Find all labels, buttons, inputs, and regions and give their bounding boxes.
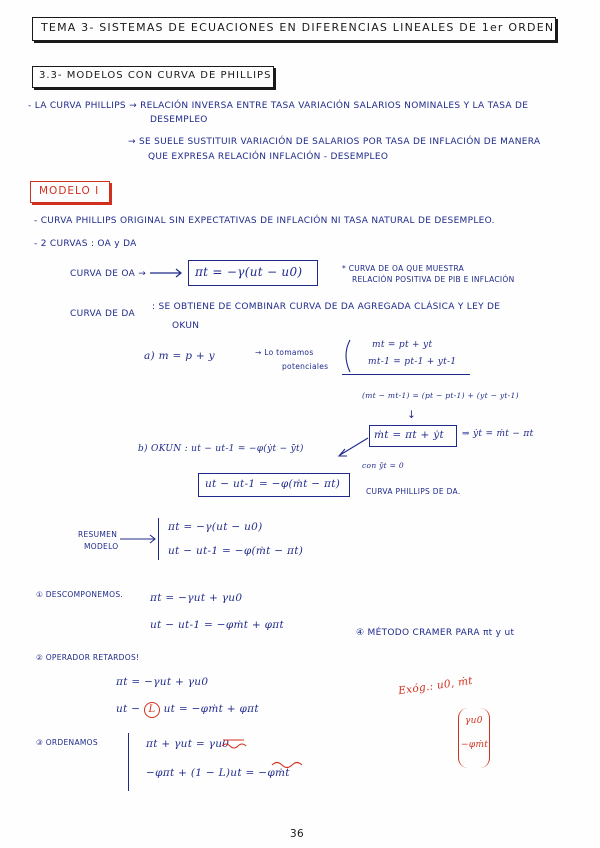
step-2-eq-1: πt = −γut + γu0 xyxy=(116,676,209,688)
modelo-label: MODELO I xyxy=(39,185,100,197)
resumen-eq-1: πt = −γ(ut − u0) xyxy=(168,521,263,533)
page-number: 36 xyxy=(290,828,304,840)
lag-operator-circle: L xyxy=(144,702,160,718)
step-3-eq-1: πt + γut = γu0 xyxy=(146,738,230,750)
a-arrow-text: → Lo tomamos xyxy=(255,348,314,357)
intro-line-4: QUE EXPRESA RELACIÓN INFLACIÓN - DESEMPLEO xyxy=(148,152,389,162)
da-label: CURVA DE DA xyxy=(70,309,135,319)
step-2-eq-2c: ut = −φṁt + φπt xyxy=(163,703,259,715)
step-3-label: ③ ORDENAMOS xyxy=(36,738,98,747)
a-row-2: mt-1 = pt-1 + yt-1 xyxy=(368,357,457,367)
step-2-eq-2a: ut − xyxy=(116,703,141,715)
step-1-label: ① DESCOMPONEMOS. xyxy=(36,590,124,599)
step-3-eq-2: −φπt + (1 − L)ut = −φṁt xyxy=(146,767,290,779)
da-text-2: OKUN xyxy=(172,321,200,331)
oa-note-1: * CURVA DE OA QUE MUESTRA xyxy=(342,264,465,273)
resumen-eq-2: ut − ut-1 = −φ(ṁt − πt) xyxy=(168,545,304,557)
da-text-1: : SE OBTIENE DE COMBINAR CURVA DE DA AGREGADA CLÁSICA Y LEY DE xyxy=(152,302,501,312)
intro-line-1: - LA CURVA PHILLIPS → RELACIÓN INVERSA ENTRE TASA VARIACIÓN SALARIOS NOMINALES Y LA TASA DE xyxy=(28,101,529,111)
exogenous-note: Exóg.: u0, ṁt xyxy=(397,674,474,698)
oa-note-2: RELACIÓN POSITIVA DE PIB E INFLACIÓN xyxy=(352,275,515,284)
step-1-eq-2: ut − ut-1 = −φṁt + φπt xyxy=(150,619,285,631)
step-1-eq-1: πt = −γut + γu0 xyxy=(150,592,243,604)
curvas-line: - 2 CURVAS : OA y DA xyxy=(34,239,137,249)
step-4-label: ④ MÉTODO CRAMER PARA πt y ut xyxy=(356,628,515,638)
vector-entry-2: −φṁt xyxy=(461,740,489,750)
a-row-1: mt = pt + yt xyxy=(372,340,433,350)
resumen-label-1: RESUMEN xyxy=(78,530,118,539)
a-result: ṁt = πt + ẏt xyxy=(374,429,444,441)
okun-result: ut − ut-1 = −φ(ṁt − πt) xyxy=(205,478,341,490)
a-arrow-text-2: potenciales xyxy=(282,362,329,371)
okun-equation: b) OKUN : ut − ut-1 = −φ(ẏt − ẏ̄t) xyxy=(138,444,304,454)
a-rhs: ⇒ ẏt = ṁt − πt xyxy=(462,429,534,439)
intro-line-3: → SE SUELE SUSTITUIR VARIACIÓN DE SALARIOS POR TASA DE INFLACIÓN DE MANERA xyxy=(128,137,541,147)
section-title: 3.3- MODELOS CON CURVA DE PHILLIPS xyxy=(39,70,272,81)
con-condition: con ẏ̄t = 0 xyxy=(362,461,405,470)
chapter-title: TEMA 3- SISTEMAS DE ECUACIONES EN DIFERENCIAS LINEALES DE 1er ORDEN xyxy=(41,21,555,34)
a-difference: (mt − mt-1) = (pt − pt-1) + (yt − yt-1) xyxy=(362,391,519,400)
oa-label: CURVA DE OA → xyxy=(70,269,147,279)
step-2-label: ② OPERADOR RETARDOS! xyxy=(36,653,140,662)
vector-entry-1: γu0 xyxy=(465,716,483,726)
down-arrow: ↓ xyxy=(407,409,417,421)
curva-da-label: CURVA PHILLIPS DE DA. xyxy=(366,487,461,496)
modelo-desc: - CURVA PHILLIPS ORIGINAL SIN EXPECTATIVAS DE INFLACIÓN NI TASA NATURAL DE DESEMPLEO. xyxy=(34,216,495,226)
a-equation: a) m = p + y xyxy=(144,350,215,362)
intro-line-2: DESEMPLEO xyxy=(150,115,208,125)
resumen-label-2: MODELO xyxy=(84,542,119,551)
oa-equation: πt = −γ(ut − u0) xyxy=(195,265,303,279)
